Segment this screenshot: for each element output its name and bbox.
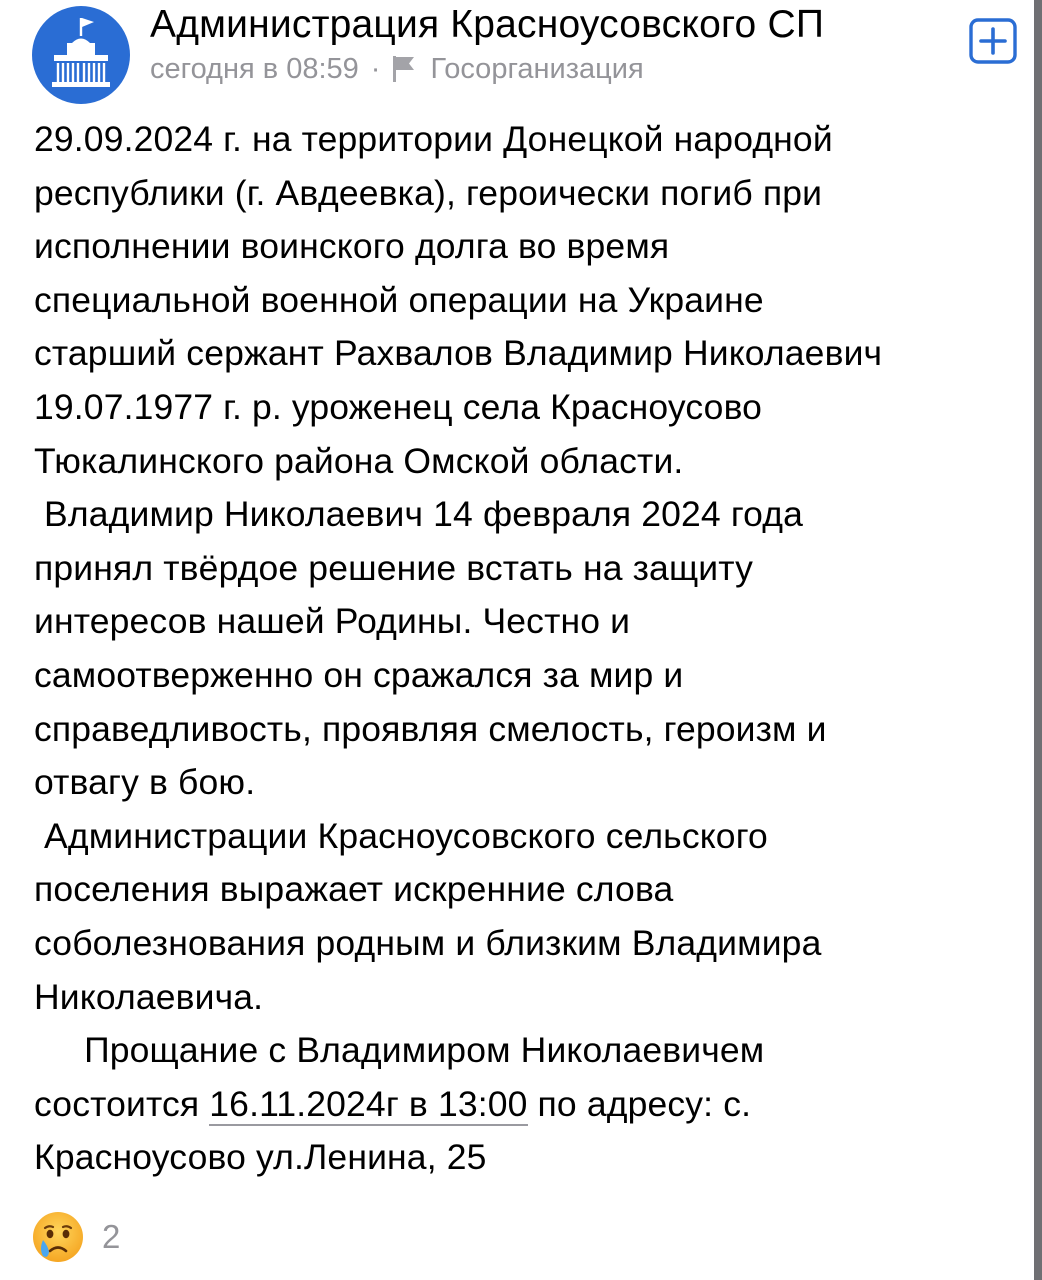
reaction-button[interactable] bbox=[30, 1210, 120, 1264]
author-avatar[interactable] bbox=[32, 6, 130, 104]
reaction-count: 2 bbox=[102, 1218, 121, 1255]
post-text-body: 29.09.2024 г. на территории Донецкой народной республики (г. Авдеевка), героически погиб при исполнении воинского долга во время специальной военной операции на Украине старший сержант Рахвалов Владимир Николаевич 19.07.1977 г. р. уроженец села Красноусово Тюкалинского района Омской области. Владимир Николаевич 14 февраля 2024 года принял твёрдое решение встать на защиту интересов нашей Родины. Честно и самоотверженно он сражался за мир и справедливость, проявляя смелость, героизм и отвагу в бою. Администрации Красноусовского сельского поселения выражает искренние слова соболезнования родным и близким Владимира Николаевича. Прощание с Владимиром Николаевичем состоится bbox=[34, 119, 883, 1124]
post-meta bbox=[150, 52, 644, 86]
crying-face-icon bbox=[30, 1209, 86, 1265]
post-time[interactable]: сегодня в 08:59 bbox=[150, 52, 359, 85]
plus-square-icon[interactable] bbox=[968, 18, 1018, 64]
author-name[interactable]: Администрация Красноусовского СП bbox=[150, 3, 825, 46]
post-text-address: по адресу: с. Красноусово ул.Ленина, 25 bbox=[34, 1083, 752, 1178]
post-text bbox=[34, 113, 1024, 1185]
screen-edge bbox=[1034, 0, 1042, 1280]
meta-separator: · bbox=[370, 52, 381, 85]
flag-icon bbox=[392, 55, 416, 83]
organization-category: Госорганизация bbox=[430, 52, 644, 85]
government-building-icon bbox=[32, 6, 130, 104]
event-date-link[interactable]: 16.11.2024г в 13:00 bbox=[209, 1083, 528, 1124]
